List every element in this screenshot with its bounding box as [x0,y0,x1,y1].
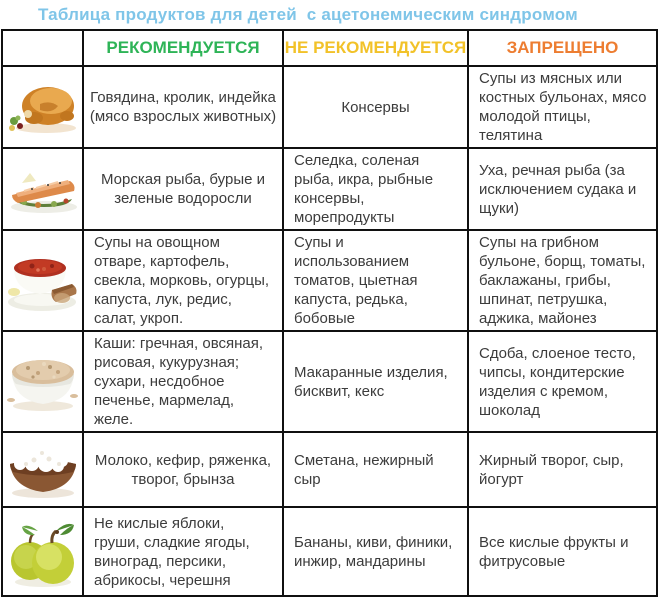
forbidden-cell: Супы из мясных или костных бульонах, мясо молодой птицы, телятина [468,66,657,148]
roast-chicken-image [4,74,82,136]
food-image-cell [2,66,83,148]
header-not-recommended: НЕ РЕКОМЕНДУЕТСЯ [283,30,468,66]
forbidden-cell: Все кислые фрукты и фитрусовые [468,507,657,596]
table-row-fruits [2,507,657,596]
header-forbidden: ЗАПРЕЩЕНО [468,30,657,66]
forbidden-cell: Жирный творог, сыр, йогурт [468,432,657,507]
food-image-cell [2,148,83,230]
recommended-cell: Морская рыба, бурые и зеленые водоросли [83,148,283,230]
recommended-cell: Говядина, кролик, индейка (мясо взрослых животных) [83,66,283,148]
food-image-cell [2,432,83,507]
table-row-meat [2,66,657,148]
page-title: Таблица продуктов для детей с ацетонемическим синдромом [38,5,578,24]
green-apples-image [8,509,78,589]
forbidden-cell: Супы на грибном бульоне, борщ, томаты, баклажаны, грибы, шпинат, петрушка, аджика, майонез [468,230,657,331]
recommended-cell: Молоко, кефир, ряженка, творог, брынза [83,432,283,507]
borscht-soup-image [4,240,82,316]
recommended-cell: Не кислые яблоки, груши, сладкие ягоды, виноград, персики, абрикосы, черешня [83,507,283,596]
header-recommended: РЕКОМЕНДУЕТСЯ [83,30,283,66]
not-recommended-cell: Сметана, нежирный сыр [283,432,468,507]
porridge-bowl-image [4,344,82,414]
table-row-grains [2,331,657,432]
not-recommended-cell: Селедка, соленая рыба, икра, рыбные консервы, морепродукты [283,148,468,230]
salmon-fillet-image [4,159,82,215]
not-recommended-cell: Бананы, киви, финики, инжир, мандарины [283,507,468,596]
recommended-cell: Супы на овощном отваре, картофель, свекла, морковь, огурцы, капуста, лук, редис, салат, укроп. [83,230,283,331]
forbidden-cell: Сдоба, слоеное тесто, чипсы, кондитерские изделия с кремом, шоколад [468,331,657,432]
recommended-cell: Каши: гречная, овсяная, рисовая, кукурузная; сухари, несдобное печенье, мармелад, желе. [83,331,283,432]
cottage-cheese-image [4,434,82,500]
not-recommended-cell: Супы и использованием томатов, цыетная капуста, редька, бобовые [283,230,468,331]
food-image-cell [2,230,83,331]
header-image-column [2,30,83,66]
table-row-fish [2,148,657,230]
table-row-soups [2,230,657,331]
header-row [2,30,657,66]
not-recommended-cell: Макаранные изделия, бисквит, кекс [283,331,468,432]
forbidden-cell: Уха, речная рыба (за исключением судака и щуки) [468,148,657,230]
not-recommended-cell: Консервы [283,66,468,148]
food-image-cell [2,331,83,432]
food-table [1,29,658,597]
food-image-cell [2,507,83,596]
table-row-dairy [2,432,657,507]
